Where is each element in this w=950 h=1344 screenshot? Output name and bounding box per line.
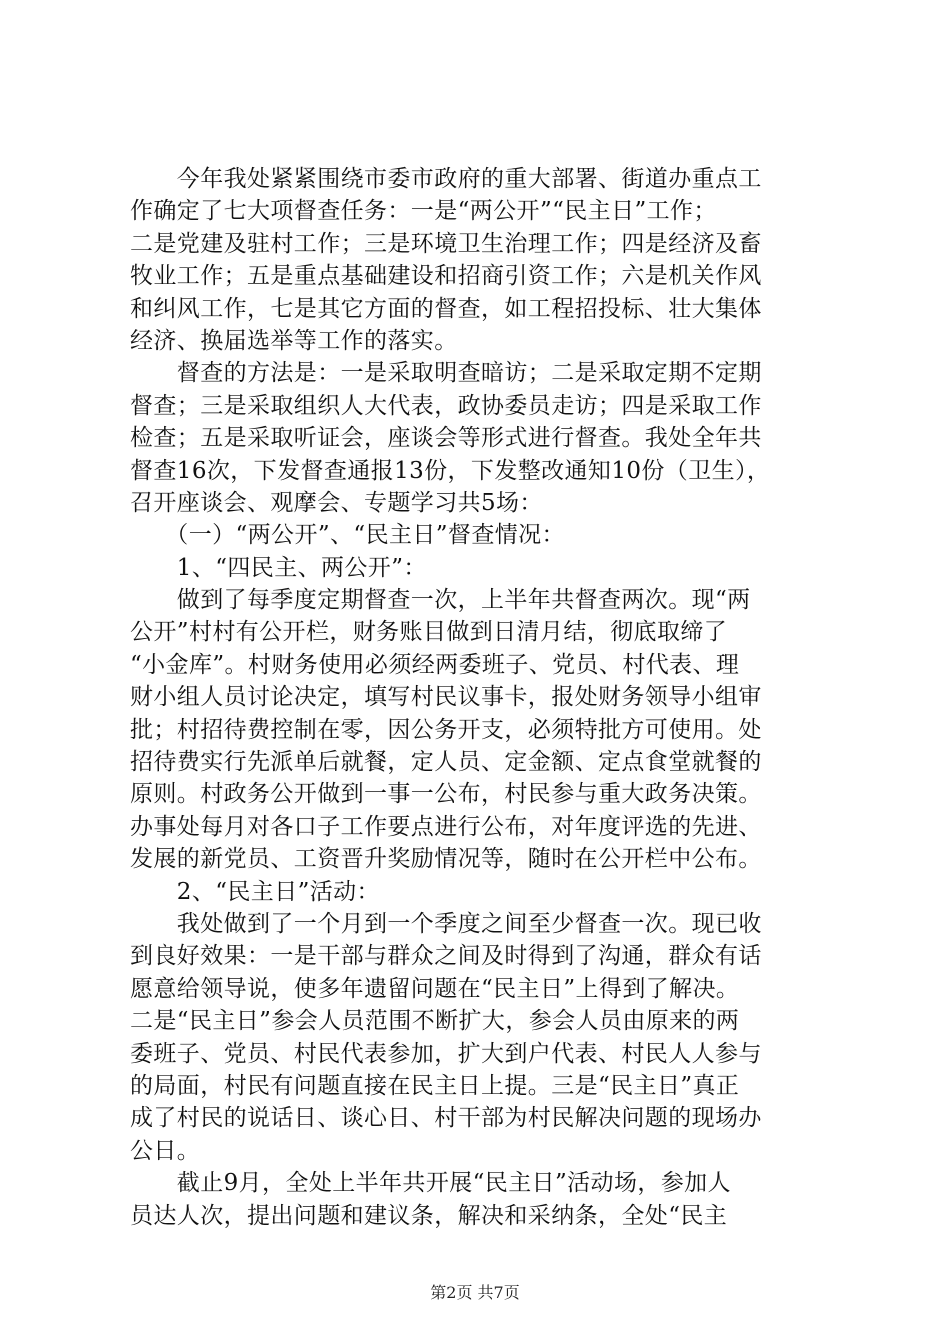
text-line: 委班子、党员、村民代表参加，扩大到户代表、村民人人参与 xyxy=(130,1040,762,1067)
text-line: 财小组人员讨论决定，填写村民议事卡，报处财务领导小组审 xyxy=(130,684,762,711)
text-line: 招待费实行先派单后就餐，定人员、定金额、定点食堂就餐的 xyxy=(130,749,762,776)
text-line: 今年我处紧紧围绕市委市政府的重大部署、街道办重点工 xyxy=(130,166,762,192)
text-line: 督查；三是采取组织人大代表，政协委员走访；四是采取工作 xyxy=(130,392,762,419)
text-line: 截止9月，全处上半年共开展“民主日”活动场，参加人 xyxy=(130,1170,731,1197)
text-line: 发展的新党员、工资晋升奖励情况等，随时在公开栏中公布。 xyxy=(130,846,762,873)
text-line: 批；村招待费控制在零，因公务开支，必须特批方可使用。处 xyxy=(130,716,762,743)
text-line: 二是党建及驻村工作；三是环境卫生治理工作；四是经济及畜 xyxy=(130,230,762,257)
subsection-heading: 1、“四民主、两公开”： xyxy=(130,554,427,581)
text-line: 公开”村村有公开栏，财务账目做到日清月结，彻底取缔了 xyxy=(130,619,728,646)
text-line: 做到了每季度定期督查一次，上半年共督查两次。现“两 xyxy=(130,587,751,614)
subsection-heading: 2、“民主日”活动： xyxy=(130,878,380,905)
text-line: 成了村民的说话日、谈心日、村干部为村民解决问题的现场办 xyxy=(130,1105,762,1132)
text-line: 督查的方法是：一是采取明查暗访；二是采取定期不定期 xyxy=(130,360,762,387)
text-line: 公日。 xyxy=(130,1137,201,1164)
text-line: 我处做到了一个月到一个季度之间至少督查一次。现已收 xyxy=(130,910,762,937)
text-line: 作确定了七大项督查任务：一是“两公开”“民主日”工作； xyxy=(130,198,717,225)
text-line: 到良好效果：一是干部与群众之间及时得到了沟通，群众有话 xyxy=(130,943,762,970)
document-body xyxy=(130,163,830,1232)
text-line: “小金库”。村财务使用必须经两委班子、党员、村代表、理 xyxy=(130,651,740,678)
text-line: 和纠风工作，七是其它方面的督查，如工程招投标、壮大集体 xyxy=(130,295,762,322)
text-line: 愿意给领导说，使多年遗留问题在“民主日”上得到了解决。 xyxy=(130,975,740,1002)
page-number-footer: 第2页 共7页 xyxy=(430,1283,520,1302)
text-line: 原则。村政务公开做到一事一公布，村民参与重大政务决策。 xyxy=(130,781,762,808)
text-line: 经济、换届选举等工作的落实。 xyxy=(130,327,458,354)
text-line: 的局面，村民有问题直接在民主日上提。三是“民主日”真正 xyxy=(130,1072,740,1099)
text-line: 员达人次，提出问题和建议条，解决和采纳条，全处“民主 xyxy=(130,1202,728,1229)
text-line: 办事处每月对各口子工作要点进行公布，对年度评选的先进、 xyxy=(130,813,762,840)
section-heading: （一）“两公开”、“民主日”督查情况： xyxy=(130,522,565,549)
text-line: 牧业工作；五是重点基础建设和招商引资工作；六是机关作风 xyxy=(130,263,762,290)
text-line: 二是“民主日”参会人员范围不断扩大，参会人员由原来的两 xyxy=(130,1008,740,1035)
text-line: 督查16次，下发督查通报13份，下发整改通知10份（卫生）， xyxy=(130,457,771,484)
text-line: 检查；五是采取听证会，座谈会等形式进行督查。我处全年共 xyxy=(130,425,762,452)
text-line: 召开座谈会、观摩会、专题学习共5场： xyxy=(130,489,543,516)
